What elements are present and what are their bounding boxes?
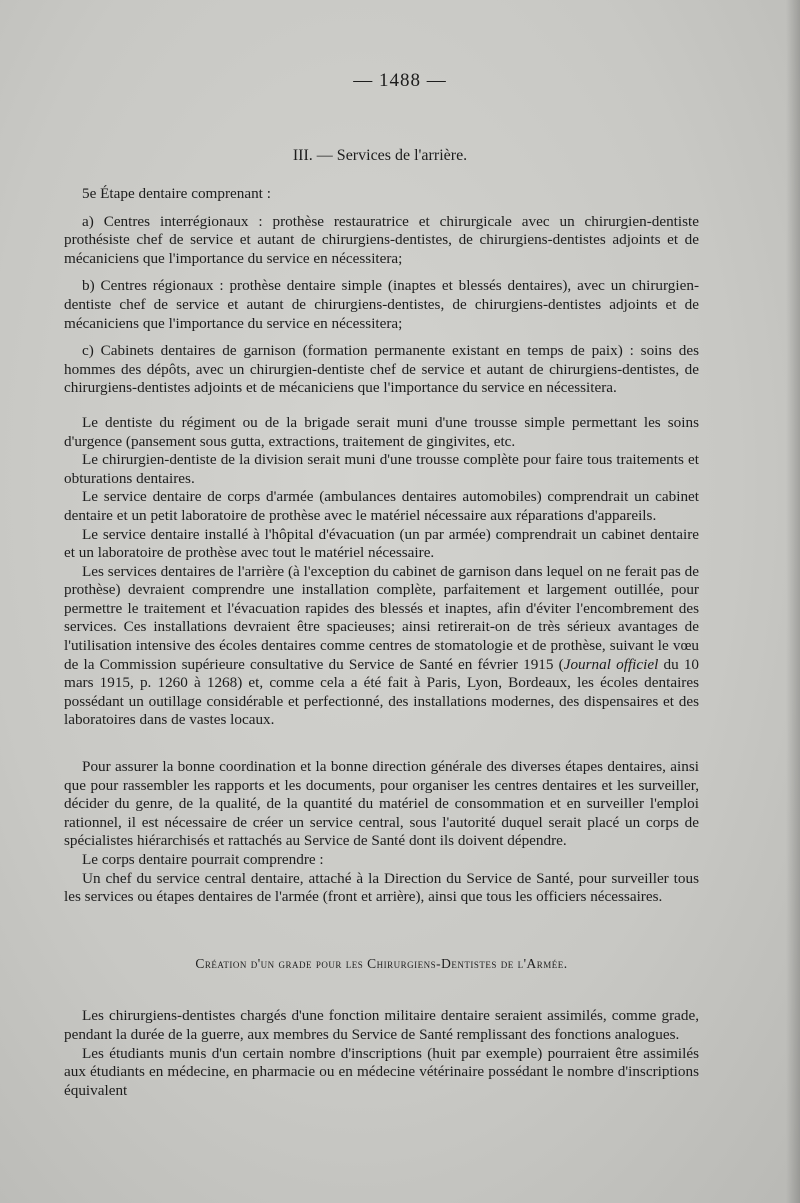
list-item-a: a) Centres interrégionaux : prothèse restauratrice et chirurgicale avec un chirurgien-dentiste prothésiste chef de service et autant de chirurgiens-dentistes, de chirurgiens-dentistes adjoints et de mécaniciens que l'importance du service en nécessitera;	[64, 212, 699, 267]
stage-intro: 5e Étape dentaire comprenant :	[82, 185, 271, 202]
section-title: Création d'un grade pour les Chirurgiens-Dentistes de l'Armée.	[195, 955, 568, 971]
section-heading-text: III. — Services de l'arrière.	[292, 147, 468, 164]
paragraph-corps-armee: Le service dentaire de corps d'armée (ambulances dentaires automobiles) comprendrait un cabinet dentaire et un petit laboratoire de prothèse avec le matériel nécessaire aux réparations d'appareils.	[64, 488, 699, 524]
paragraph-coordination: Pour assurer la bonne coordination et la bonne direction générale des diverses étapes dentaires, ainsi que pour rassembler les rapports et les documents, pour organiser les centres dentaires et les surveiller, décider du genre, de la qualité, de la quantité du matériel de consommation et en surveiller l'emploi rationnel, il est nécessaire de créer un service central, sous l'autorité duquel serait placé un corps de spécialistes hiérarchisés et rattachés au Service de Santé dont ils doivent dépendre.	[64, 758, 699, 850]
section-heading	[0, 147, 760, 165]
paragraph-chef-service: Un chef du service central dentaire, attaché à la Direction du Service de Santé, pour surveiller tous les services ou étapes dentaires de l'armée (front et arrière), ainsi que tous les officiers nécessaires.	[64, 869, 699, 906]
paragraph-hopital: Le service dentaire installé à l'hôpital d'évacuation (un par armée) comprendrait un cabinet dentaire et un laboratoire de prothèse avec tout le matériel nécessaire.	[64, 525, 699, 562]
document-body	[64, 185, 699, 1100]
journal-officiel-ref: Journal officiel	[563, 655, 659, 673]
list-item-c: c) Cabinets dentaires de garnison (formation permanente existant en temps de paix) : soins des hommes des dépôts, avec un chirurgien-dentiste chef de service et autant de chirurgiens-dentistes, de chirurgiens-dentistes adjoints et de mécaniciens que l'importance du service en nécessitera.	[64, 342, 699, 397]
paragraph-division: Le chirurgien-dentiste de la division serait muni d'une trousse complète pour faire tous traitements et obturations dentaires.	[64, 451, 699, 487]
paragraph-etudiants: Les étudiants munis d'un certain nombre d'inscriptions (huit par exemple) pourraient être assimilés aux étudiants en médecine, en pharmacie ou en médecine vétérinaire possédant le nombre d'inscriptions équivalent	[64, 1044, 699, 1099]
paragraph-regiment: Le dentiste du régiment ou de la brigade serait muni d'une trousse simple permettant les soins d'urgence (pansement sous gutta, extractions, traitement de gingivites, etc.	[64, 413, 699, 450]
page-number: — 1488 —	[353, 70, 447, 91]
paragraph-arriere	[64, 563, 699, 730]
paragraph-corps-dentaire: Le corps dentaire pourrait comprendre :	[82, 851, 324, 868]
paragraph-arriere-part1: Les services dentaires de l'arrière (à l'exception du cabinet de garnison dans lequel on ne ferait pas de prothèse) devraient comprendre une installation complète, parfaitement et largement outillée, pour permettre le traitement et l'évacuation rapides des blessés et inaptes, afin d'éviter l'encombrement des services. Ces installations devraient être spacieuses; ainsi retirerait-on de très sérieux avantages de l'utilisation intensive des écoles dentaires comme centres de stomatologie et de prothèse, suivant le vœu de la Commission supérieure consultative du Service de Santé en février 1915 (	[64, 562, 699, 673]
paragraph-arriere-part2: du 10 mars 1915, p. 1260 à 1268) et, comme cela a été fait à Paris, Lyon, Bordeaux, les écoles dentaires possédant un outillage considérable et perfectionné, des installations modernes, des dispensaires et des laboratoires dans de vastes locaux.	[64, 655, 700, 729]
list-item-b: b) Centres régionaux : prothèse dentaire simple (inaptes et blessés dentaires), avec un chirurgien-dentiste chef de service et autant de chirurgiens-dentistes, de chirurgiens-dentistes adjoints et de mécaniciens que l'importance du service en nécessitera;	[64, 277, 699, 332]
paragraph-assimiles: Les chirurgiens-dentistes chargés d'une fonction militaire dentaire seraient assimilés, comme grade, pendant la durée de la guerre, aux membres du Service de Santé remplissant des fonctions analogues.	[64, 1007, 699, 1043]
